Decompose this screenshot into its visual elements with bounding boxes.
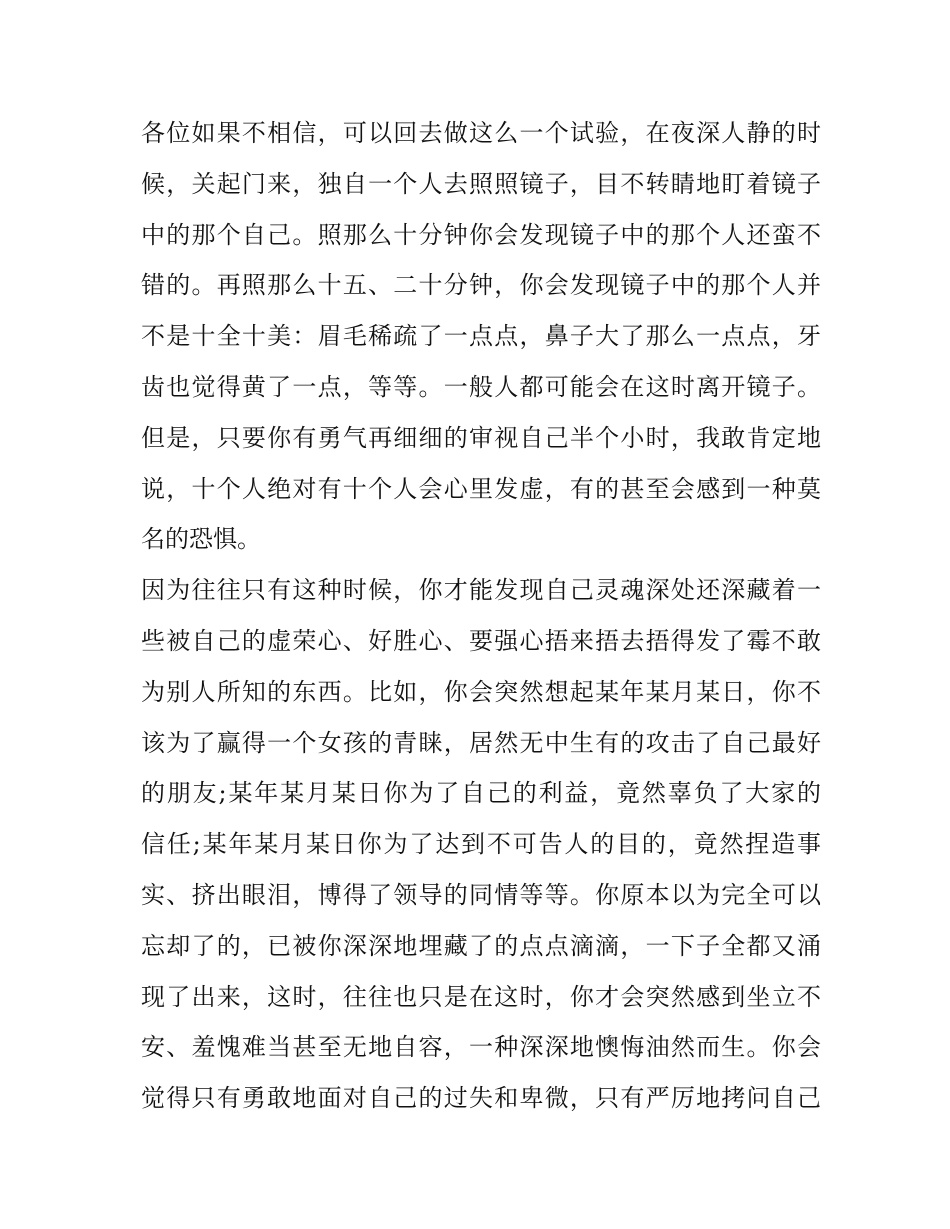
text-line: 些被自己的虚荣心、好胜心、要强心捂来捂去捂得发了霉不敢 <box>141 626 821 655</box>
text-line: 的朋友;某年某月某日你为了自己的利益，竟然辜负了大家的 <box>141 779 821 808</box>
text-line: 候，关起门来，独自一个人去照照镜子，目不转睛地盯着镜子 <box>141 169 821 198</box>
paragraph-1 <box>141 108 821 565</box>
text-line: 但是，只要你有勇气再细细的审视自己半个小时，我敢肯定地 <box>141 423 821 452</box>
text-line: 安、羞愧难当甚至无地自容，一种深深地懊悔油然而生。你会 <box>141 1033 821 1062</box>
text-line: 信任;某年某月某日你为了达到不可告人的目的，竟然捏造事 <box>141 830 821 859</box>
text-line: 齿也觉得黄了一点，等等。一般人都可能会在这时离开镜子。 <box>141 372 821 401</box>
text-line: 实、挤出眼泪，博得了领导的同情等等。你原本以为完全可以 <box>141 880 821 909</box>
text-line: 忘却了的，已被你深深地埋藏了的点点滴滴，一下子全都又涌 <box>141 931 821 960</box>
text-line: 现了出来，这时，往往也只是在这时，你才会突然感到坐立不 <box>141 982 821 1011</box>
body-text <box>141 108 821 1124</box>
text-line: 不是十全十美：眉毛稀疏了一点点，鼻子大了那么一点点，牙 <box>141 322 821 351</box>
text-line: 说，十个人绝对有十个人会心里发虚，有的甚至会感到一种莫 <box>141 474 821 503</box>
text-line: 觉得只有勇敢地面对自己的过失和卑微，只有严厉地拷问自己 <box>141 1084 821 1113</box>
paragraph-2 <box>141 565 821 1124</box>
text-line: 中的那个自己。照那么十分钟你会发现镜子中的那个人还蛮不 <box>141 220 821 249</box>
text-line: 该为了赢得一个女孩的青睐，居然无中生有的攻击了自己最好 <box>141 728 821 757</box>
text-line: 各位如果不相信，可以回去做这么一个试验，在夜深人静的时 <box>141 119 821 147</box>
text-line: 为别人所知的东西。比如，你会突然想起某年某月某日，你不 <box>141 677 821 706</box>
text-line: 因为往往只有这种时候，你才能发现自己灵魂深处还深藏着一 <box>141 576 821 605</box>
text-line: 错的。再照那么十五、二十分钟，你会发现镜子中的那个人并 <box>141 271 821 300</box>
text-line: 名的恐惧。 <box>141 525 261 554</box>
